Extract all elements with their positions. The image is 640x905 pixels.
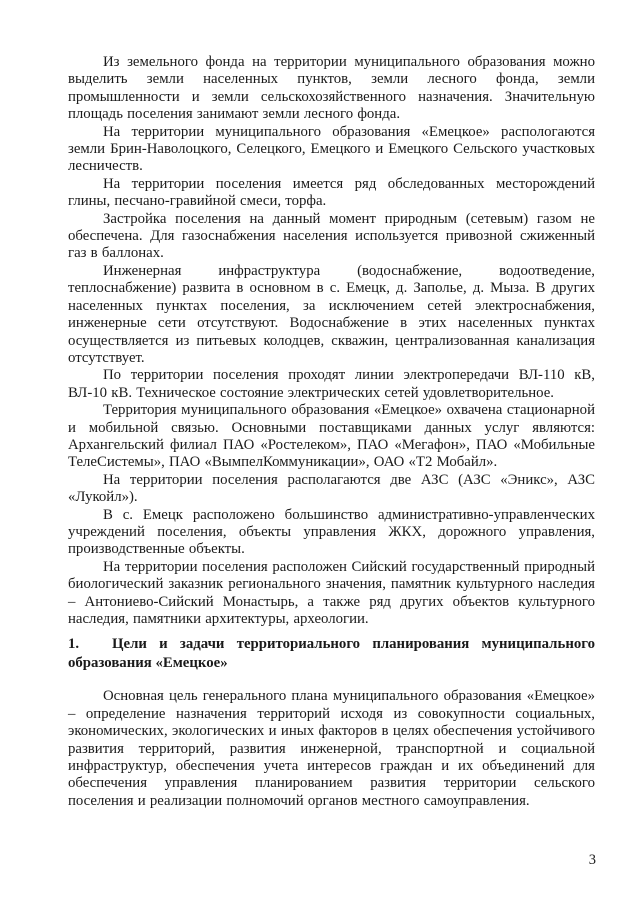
section-heading-number: 1.	[68, 636, 80, 653]
page-number: 3	[588, 852, 596, 868]
paragraph: Из земельного фонда на территории муниципального образования можно выделить земли населенных пунктов, земли лесного фонда, земли промышленности и земли сельскохозяйственного назначения. Значительную площадь поселения занимают земли лесного фонда.	[68, 54, 595, 123]
intro-paragraphs	[68, 54, 595, 628]
paragraph: На территории поселения имеется ряд обследованных месторождений глины, песчано-гравийной смеси, торфа.	[68, 175, 595, 210]
page-text-block	[68, 54, 595, 810]
paragraph: По территории поселения проходят линии электропередачи ВЛ-110 кВ, ВЛ-10 кВ. Техническое состояние электрических сетей удовлетворительное.	[68, 367, 595, 401]
paragraph: Территория муниципального образования «Емецкое» охвачена стационарной и мобильной связью. Основными поставщиками данных услуг являются: Архангельский филиал ПАО «Ростелеком», ПАО «Мегафон», ПАО «Мобильные ТелеСистемы», ПАО «ВымпелКоммуникации», ОАО «Т2 Мобайл».	[68, 402, 595, 471]
paragraph: Застройка поселения на данный момент природным (сетевым) газом не обеспечена. Для газоснабжения населения используется привозной сжиженный газ в баллонах.	[68, 210, 595, 262]
section-heading	[68, 635, 595, 672]
paragraph: Основная цель генерального плана муниципального образования «Емецкое» – определение назначения территорий исходя из совокупности социальных, экономических, экологических и иных факторов в целях обеспечения устойчивого развития территорий, развития инженерной, транспортной и социальной инфраструктур, обеспечения учета интересов граждан и их объединений для обеспечения управления планированием развития территории сельского поселения и реализации полномочий органов местного самоуправления.	[68, 688, 595, 809]
section-paragraphs	[68, 688, 595, 810]
paragraph: Инженерная инфраструктура (водоснабжение, водоотведение, теплоснабжение) развита в основном в с. Емецк, д. Заполье, д. Мыза. В других населенных пунктах поселения, за исключением сетей электроснабжения, инженерные сети отсутствуют. Водоснабжение в этих населенных пунктах осуществляется из питьевых колодцев, скважин, централизованная канализация отсутствует.	[68, 262, 595, 366]
paragraph: На территории муниципального образования «Емецкое» распологаются земли Брин-Наволоцкого, Селецкого, Емецкого и Емецкого Сельского участковых лесничеств.	[68, 123, 595, 175]
paragraph: На территории поселения расположен Сийский государственный природный биологический заказник регионального значения, памятник культурного наследия – Антониево-Сийский Монастырь, а также ряд других объектов культурного наследия, памятники архитектуры, археологии.	[68, 558, 595, 627]
paragraph: На территории поселения располагаются две АЗС (АЗС «Эникс», АЗС «Лукойл»).	[68, 471, 595, 506]
paragraph: В с. Емецк расположено большинство административно-управленческих учреждений поселения, объекты управления ЖКХ, дорожного управления, производственные объекты.	[68, 506, 595, 558]
section-heading-title: Цели и задачи территориального планирования муниципального образования «Емецкое»	[68, 636, 595, 671]
